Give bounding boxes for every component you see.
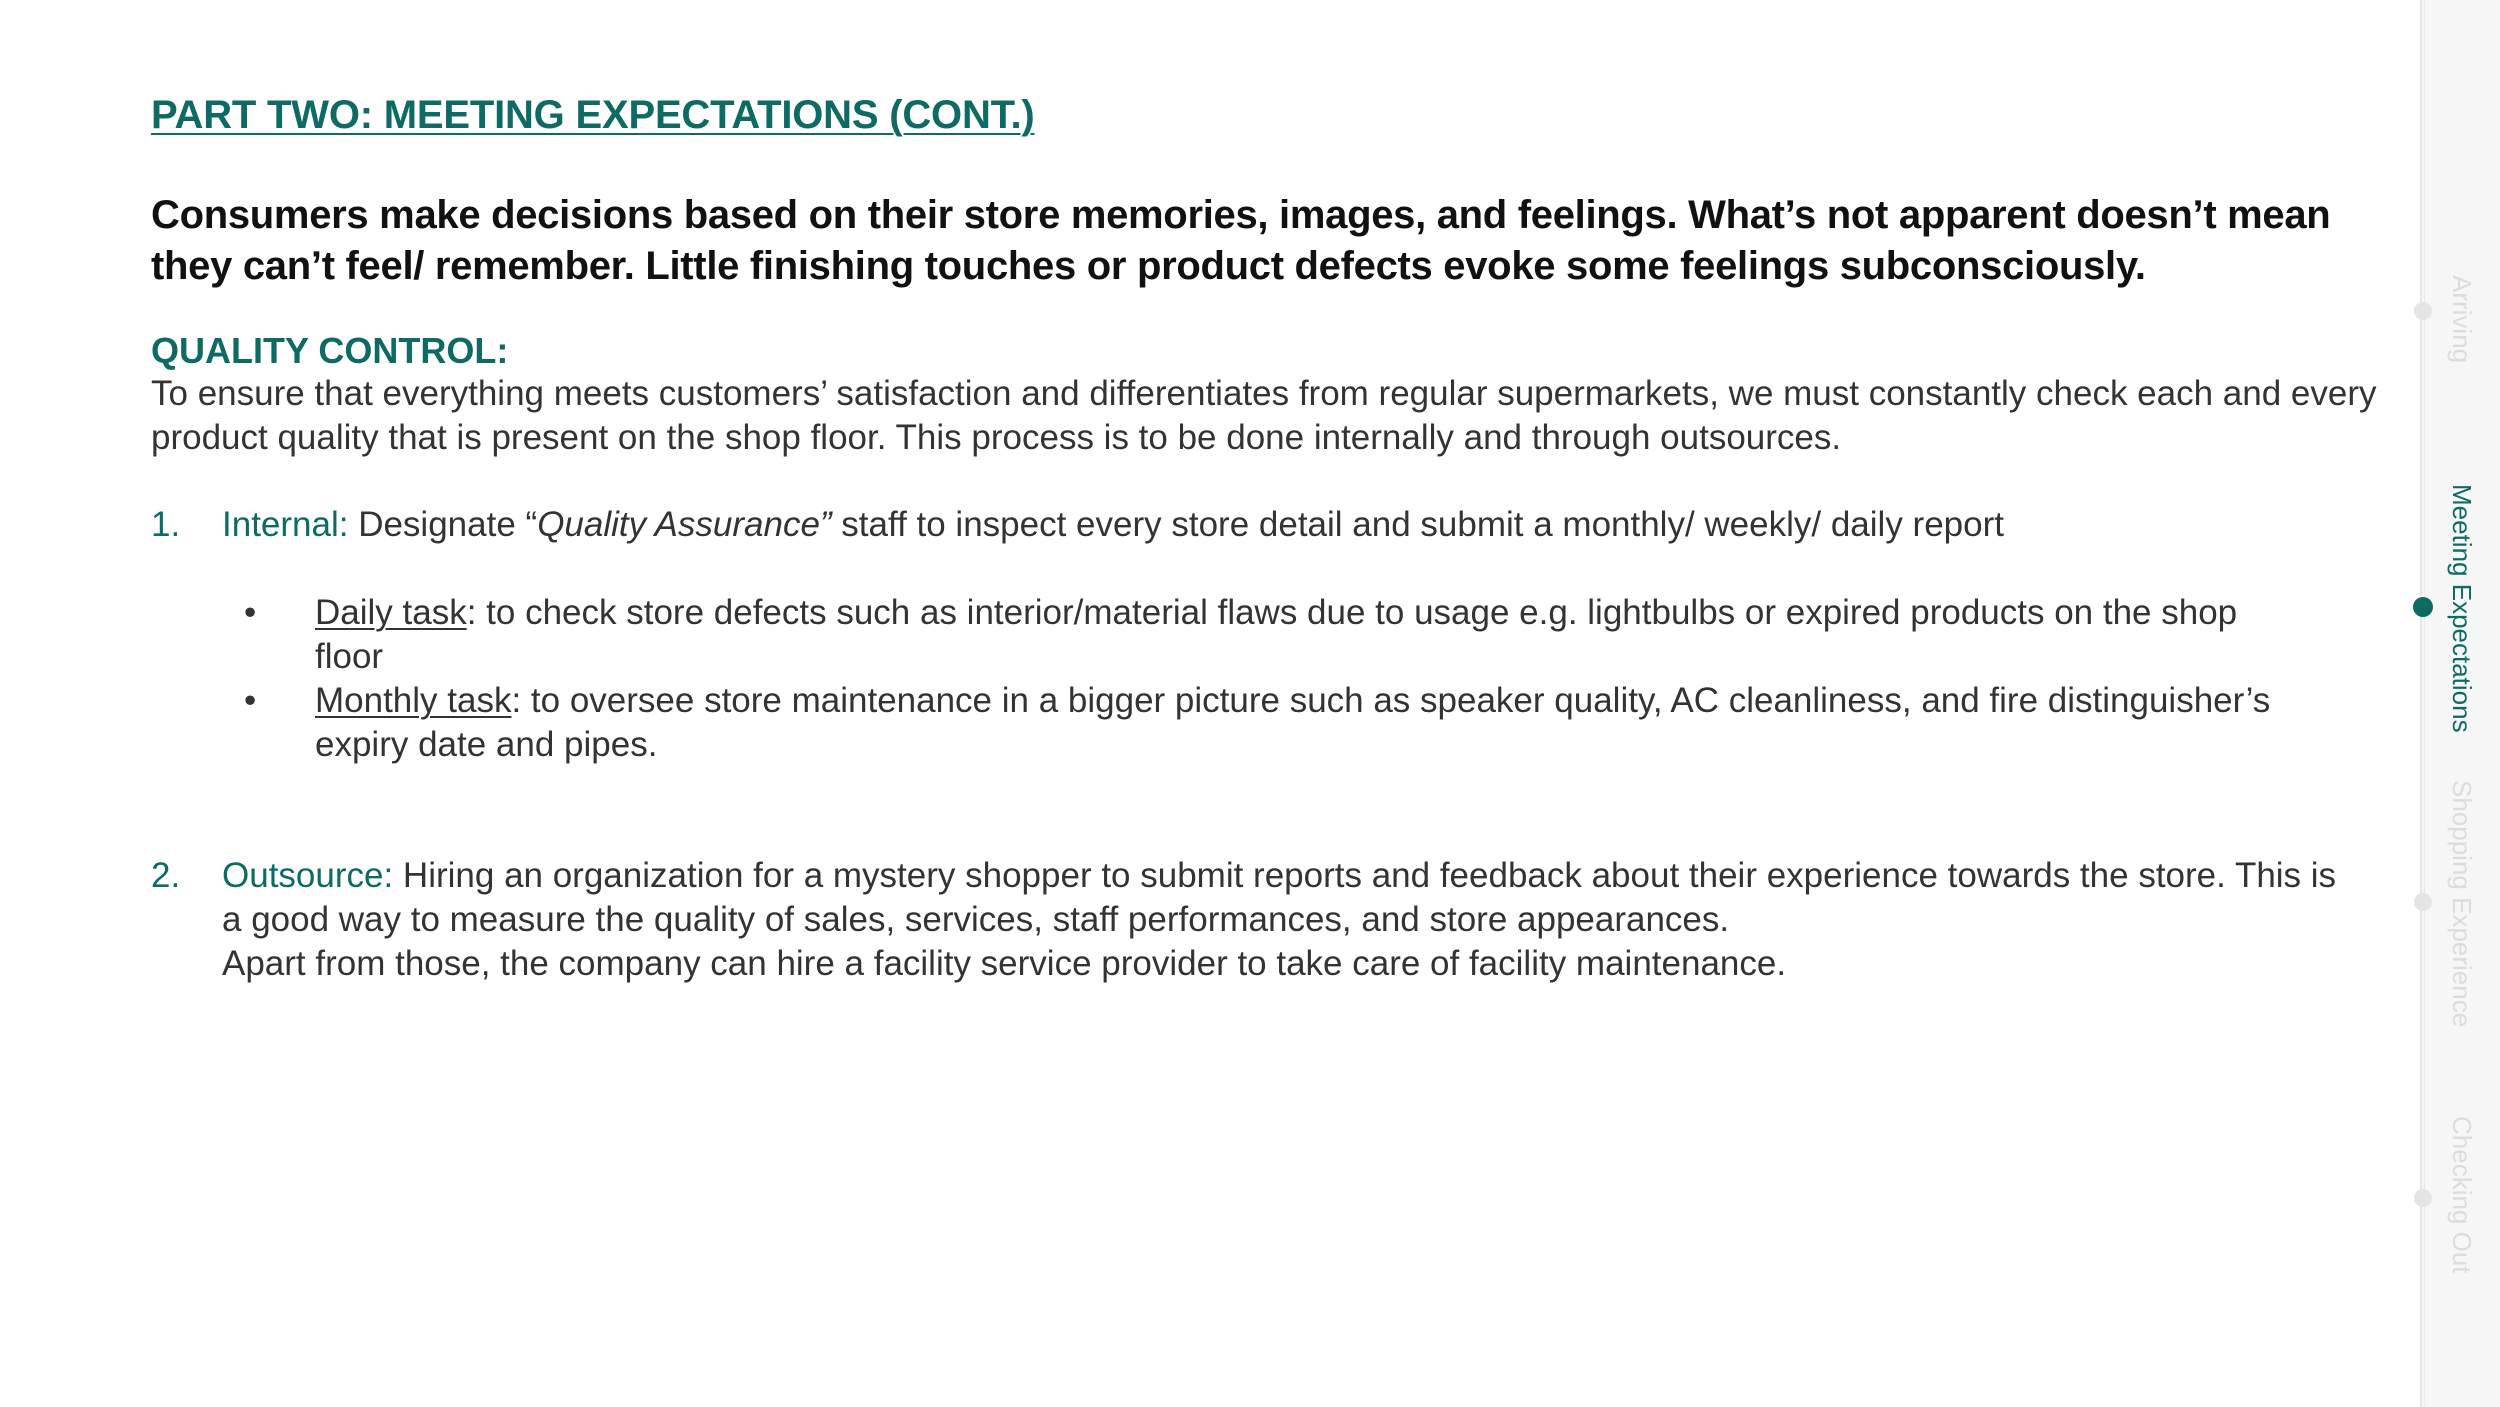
list-item-text: Designate “ <box>348 505 538 544</box>
list-item-label: Outsource: <box>222 856 394 895</box>
bullet-text: : to oversee store maintenance in a bigger picture such as speaker quality, AC cleanliness, and fire distinguisher’s expiry date and pipes. <box>315 681 2271 764</box>
list-item-emphasis: Quality Assurance” <box>537 505 832 544</box>
bullet-item-monthly-task <box>151 679 2301 767</box>
list-item-body <box>222 854 2352 986</box>
list-item-text: staff to inspect every store detail and submit a monthly/ weekly/ daily report <box>831 505 2004 544</box>
bullet-marker: • <box>244 593 257 632</box>
intro-paragraph: To ensure that everything meets customers’ satisfaction and differentiates from regular supermarkets, we must constantly check each and every product quality that is present on the shop floor. This process is to be done internally and through outsources. <box>151 374 2377 457</box>
list-item-number: 2. <box>151 856 181 895</box>
bullet-term: Daily task <box>315 593 467 632</box>
lead-paragraph: Consumers make decisions based on their store memories, images, and feelings. What’s not apparent doesn’t mean they can’t feel/ remember. Little finishing touches or product defects evoke some feelings subconsciously. <box>151 193 2331 288</box>
nav-label-shopping-experience[interactable]: Shopping Experience <box>2447 780 2477 1028</box>
nav-label-arriving[interactable]: Arriving <box>2447 275 2477 364</box>
bullet-list <box>151 591 2301 767</box>
list-item-text-line2: Apart from those, the company can hire a facility service provider to take care of facility maintenance. <box>222 944 1787 983</box>
nav-dot-checking-out[interactable] <box>2414 1189 2432 1207</box>
nav-dot-shopping-experience[interactable] <box>2414 893 2432 911</box>
nav-label-checking-out[interactable]: Checking Out <box>2447 1116 2477 1274</box>
bullet-term: Monthly task <box>315 681 512 720</box>
part-title: PART TWO: MEETING EXPECTATIONS (CONT.) <box>151 93 1035 137</box>
list-item-text: Hiring an organization for a mystery shopper to submit reports and feedback about their experience towards the store. This is a good way to measure the quality of sales, services, staff performances, and store appearances. <box>222 856 2337 939</box>
bullet-text: : to check store defects such as interior/material flaws due to usage e.g. lightbulbs or expired products on the shop floor <box>315 593 2238 676</box>
nav-dot-meeting-expectations[interactable] <box>2413 597 2433 617</box>
section-heading: QUALITY CONTROL: <box>151 330 509 371</box>
bullet-item-daily-task <box>151 591 2301 679</box>
list-item-label: Internal: <box>222 505 349 544</box>
nav-dot-arriving[interactable] <box>2414 302 2432 320</box>
list-item-number: 1. <box>151 505 181 544</box>
list-item-body <box>222 503 2352 547</box>
nav-label-meeting-expectations[interactable]: Meeting Expectations <box>2447 484 2477 733</box>
bullet-marker: • <box>244 681 257 720</box>
